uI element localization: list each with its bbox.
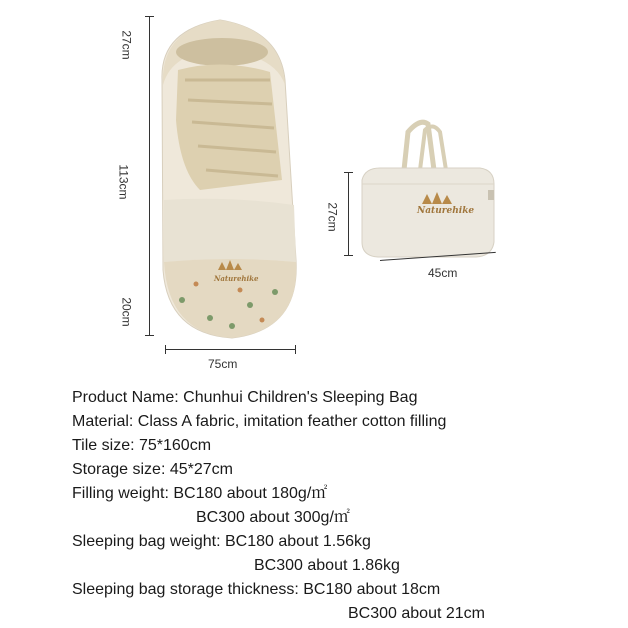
- dimension-storage-width: 45cm: [428, 266, 458, 280]
- dimension-storage-height: 27cm: [325, 202, 340, 232]
- spec-product-name: Product Name: Chunhui Children's Sleeping Bag: [72, 389, 418, 406]
- spec-thickness-bc300: BC300 about 21cm: [348, 605, 485, 622]
- spec-tile-size: Tile size: 75*160cm: [72, 437, 212, 454]
- spec-bag-weight-bc180: Sleeping bag weight: BC180 about 1.56kg: [72, 533, 371, 550]
- spec-bag-weight-bc300: BC300 about 1.86kg: [254, 557, 400, 574]
- dimension-bag-middle: 113cm: [116, 164, 131, 200]
- dimension-line-bag-height: [149, 16, 150, 336]
- dimension-line-bag-width: [165, 349, 296, 350]
- spec-material: Material: Class A fabric, imitation feather cotton filling: [72, 413, 447, 430]
- dimension-bag-bottom: 20cm: [119, 297, 134, 327]
- spec-storage-size: Storage size: 45*27cm: [72, 461, 233, 478]
- brand-logo-storage: Naturehike: [417, 206, 475, 216]
- brand-logo-bag: Naturehike: [214, 274, 259, 283]
- spec-thickness-bc180: Sleeping bag storage thickness: BC180 about 18cm: [72, 581, 441, 598]
- spec-filling-weight-bc180: Filling weight: BC180 about 180g/㎡: [72, 485, 328, 502]
- spec-filling-weight-bc300: BC300 about 300g/㎡: [196, 509, 350, 526]
- dimension-line-storage-height: [348, 172, 349, 256]
- dimension-bag-top: 27cm: [119, 30, 134, 60]
- dimension-bag-width: 75cm: [208, 357, 238, 371]
